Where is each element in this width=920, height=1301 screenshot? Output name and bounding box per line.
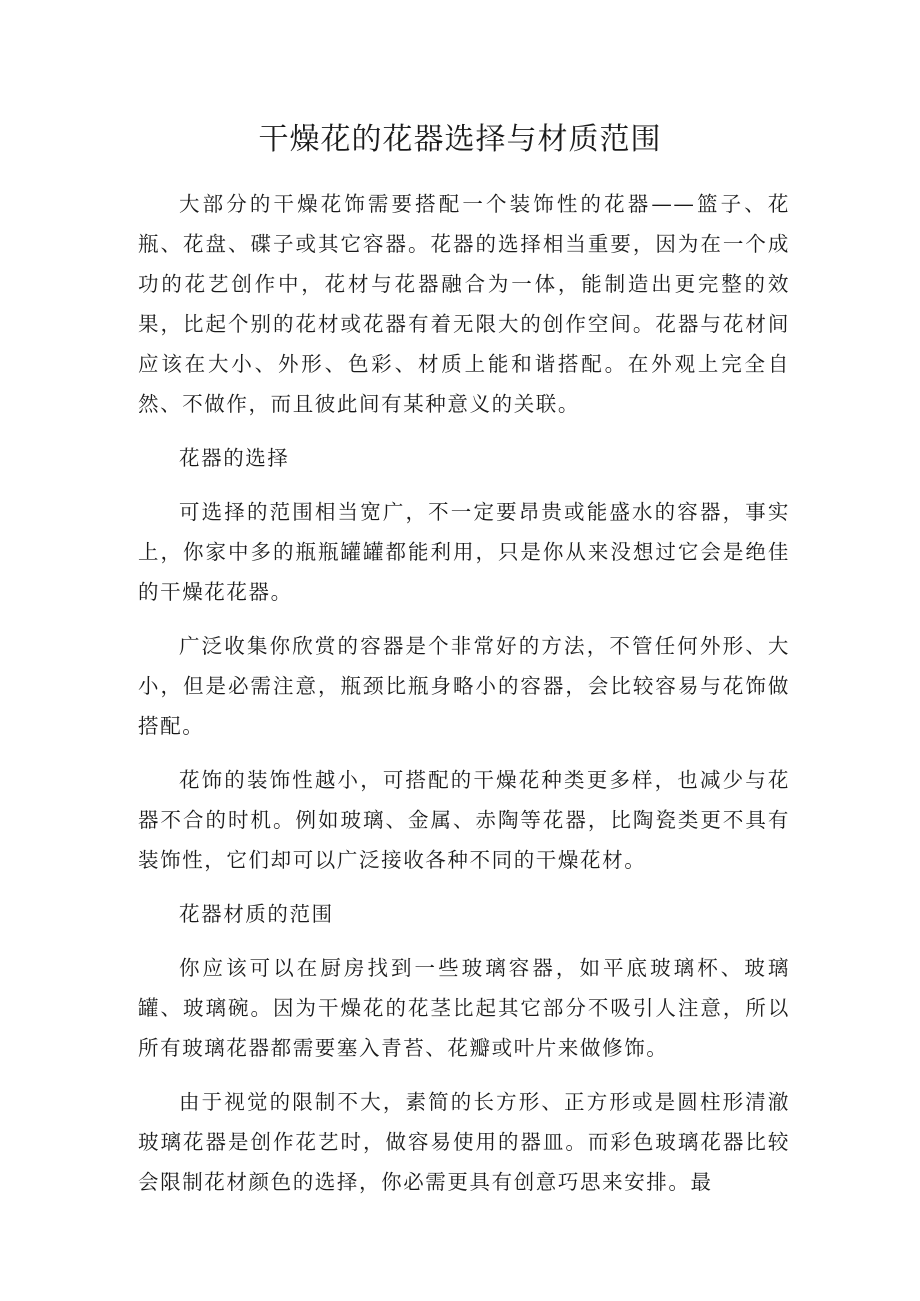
paragraph-intro: 大部分的干燥花饰需要搭配一个装饰性的花器——篮子、花瓶、花盘、碟子或其它容器。花器的选择相当重要，因为在一个成功的花艺创作中，花材与花器融合为一体，能制造出更完整的效果，比起个别的花材或花器有着无限大的创作空间。花器与花材间应该在大小、外形、色彩、材质上能和谐搭配。在外观上完全自然、不做作，而且彼此间有某种意义的关联。 — [138, 192, 790, 416]
paragraph-collect-containers: 广泛收集你欣赏的容器是个非常好的方法，不管任何外形、大小，但是必需注意，瓶颈比瓶身略小的容器，会比较容易与花饰做搭配。 — [138, 634, 790, 738]
paragraph-decorative-level: 花饰的装饰性越小，可搭配的干燥花种类更多样，也减少与花器不合的时机。例如玻璃、金属、赤陶等花器，比陶瓷类更不具有装饰性，它们却可以广泛接收各种不同的干燥花材。 — [138, 768, 790, 872]
document-title: 干燥花的花器选择与材质范围 — [258, 122, 662, 157]
document-body — [138, 184, 790, 1216]
paragraph-selection-range: 可选择的范围相当宽广，不一定要昂贵或能盛水的容器，事实上，你家中多的瓶瓶罐罐都能利用，只是你从来没想过它会是绝佳的干燥花花器。 — [138, 500, 790, 604]
paragraph-clear-glass: 由于视觉的限制不大，素简的长方形、正方形或是圆柱形清澈玻璃花器是创作花艺时，做容易使用的器皿。而彩色玻璃花器比较会限制花材颜色的选择，你必需更具有创意巧思来安排。最 — [138, 1090, 790, 1194]
paragraph-glass-containers: 你应该可以在厨房找到一些玻璃容器，如平底玻璃杯、玻璃罐、玻璃碗。因为干燥花的花茎比起其它部分不吸引人注意，所以所有玻璃花器都需要塞入青苔、花瓣或叶片来做修饰。 — [138, 956, 790, 1060]
section-heading-vase-selection: 花器的选择 — [179, 446, 290, 470]
section-heading-material-range: 花器材质的范围 — [179, 902, 334, 926]
